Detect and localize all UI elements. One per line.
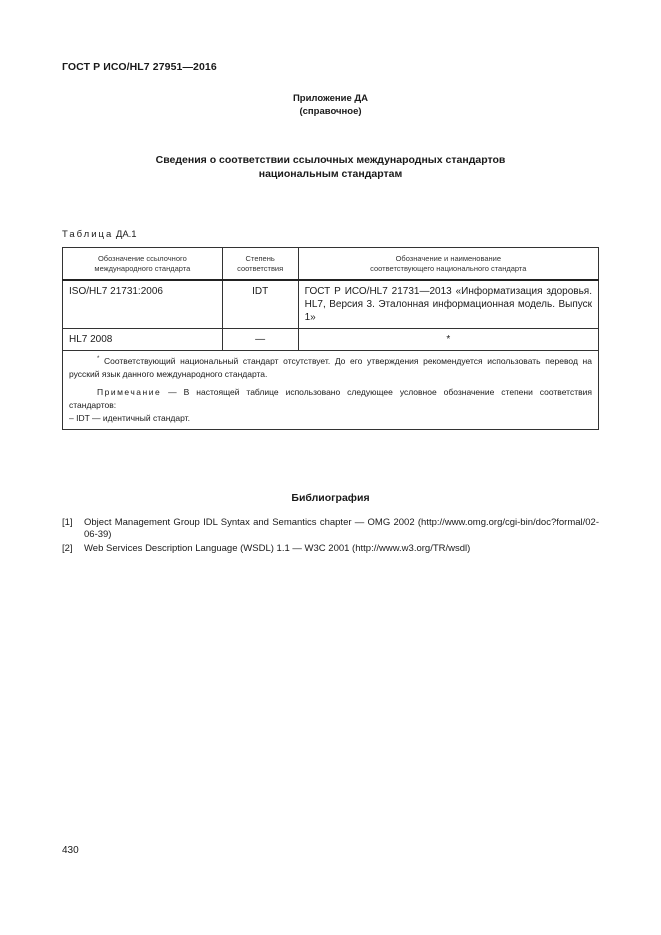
bibliography-title: Библиография — [291, 492, 370, 504]
footnote-text: Соответствующий национальный стандарт отсутствует. До его утверждения рекомендуется использовать перевод на русский язык данного международного стандарта. — [69, 356, 592, 379]
bib-text: Object Management Group IDL Syntax and Semantics chapter — OMG 2002 (http://www.omg.org/cgi-bin/doc?formal/02-06-39) — [84, 517, 599, 540]
cell-degree: IDT — [222, 280, 298, 329]
table-caption-id: ДА.1 — [115, 229, 137, 240]
note-word: Примечание — [97, 387, 162, 397]
cell-ref: ISO/HL7 21731:2006 — [63, 280, 223, 329]
document-id: ГОСТ Р ИСО/HL7 27951—2016 — [62, 61, 217, 73]
header-national-standard: Обозначение и наименование соответствующего национального стандарта — [298, 248, 598, 281]
list-item — [62, 543, 599, 555]
footnote — [69, 355, 592, 381]
list-item — [62, 517, 599, 541]
header-ref-standard: Обозначение ссылочного международного стандарта — [63, 248, 223, 281]
bib-text: Web Services Description Language (WSDL) 1.1 — W3C 2001 (http://www.w3.org/TR/wsdl) — [84, 543, 471, 554]
correspondence-table — [62, 247, 599, 430]
note-item: – IDT — идентичный стандарт. — [69, 413, 190, 423]
note-text: — В настоящей таблице использовано следующее условное обозначение степени соответствия стандартов: — [69, 387, 592, 410]
table-header-row — [63, 248, 599, 281]
section-title-line1: Сведения о соответствии ссылочных международных стандартов — [155, 154, 506, 166]
table-row — [63, 280, 599, 329]
cell-degree: — — [222, 329, 298, 351]
note — [69, 386, 592, 412]
cell-national: ГОСТ Р ИСО/HL7 21731—2013 «Информатизация здоровья. HL7, Версия 3. Эталонная информационная модель. Выпуск 1» — [298, 280, 598, 329]
bib-number: [2] — [62, 543, 73, 554]
table-caption-word: Таблица — [62, 229, 114, 240]
table-notes — [63, 351, 599, 430]
appendix-subtitle: (справочное) — [299, 106, 362, 117]
table-row — [63, 329, 599, 351]
table-caption — [62, 229, 137, 240]
page-number: 430 — [62, 845, 79, 856]
bib-number: [1] — [62, 517, 73, 528]
appendix-title: Приложение ДА — [292, 93, 369, 104]
cell-national: * — [298, 329, 598, 351]
header-degree: Степень соответствия — [222, 248, 298, 281]
footnote-mark: * — [97, 356, 100, 363]
section-title-line2: национальным стандартам — [258, 168, 403, 180]
cell-ref: HL7 2008 — [63, 329, 223, 351]
table-notes-row — [63, 351, 599, 430]
bibliography-list — [62, 517, 599, 557]
